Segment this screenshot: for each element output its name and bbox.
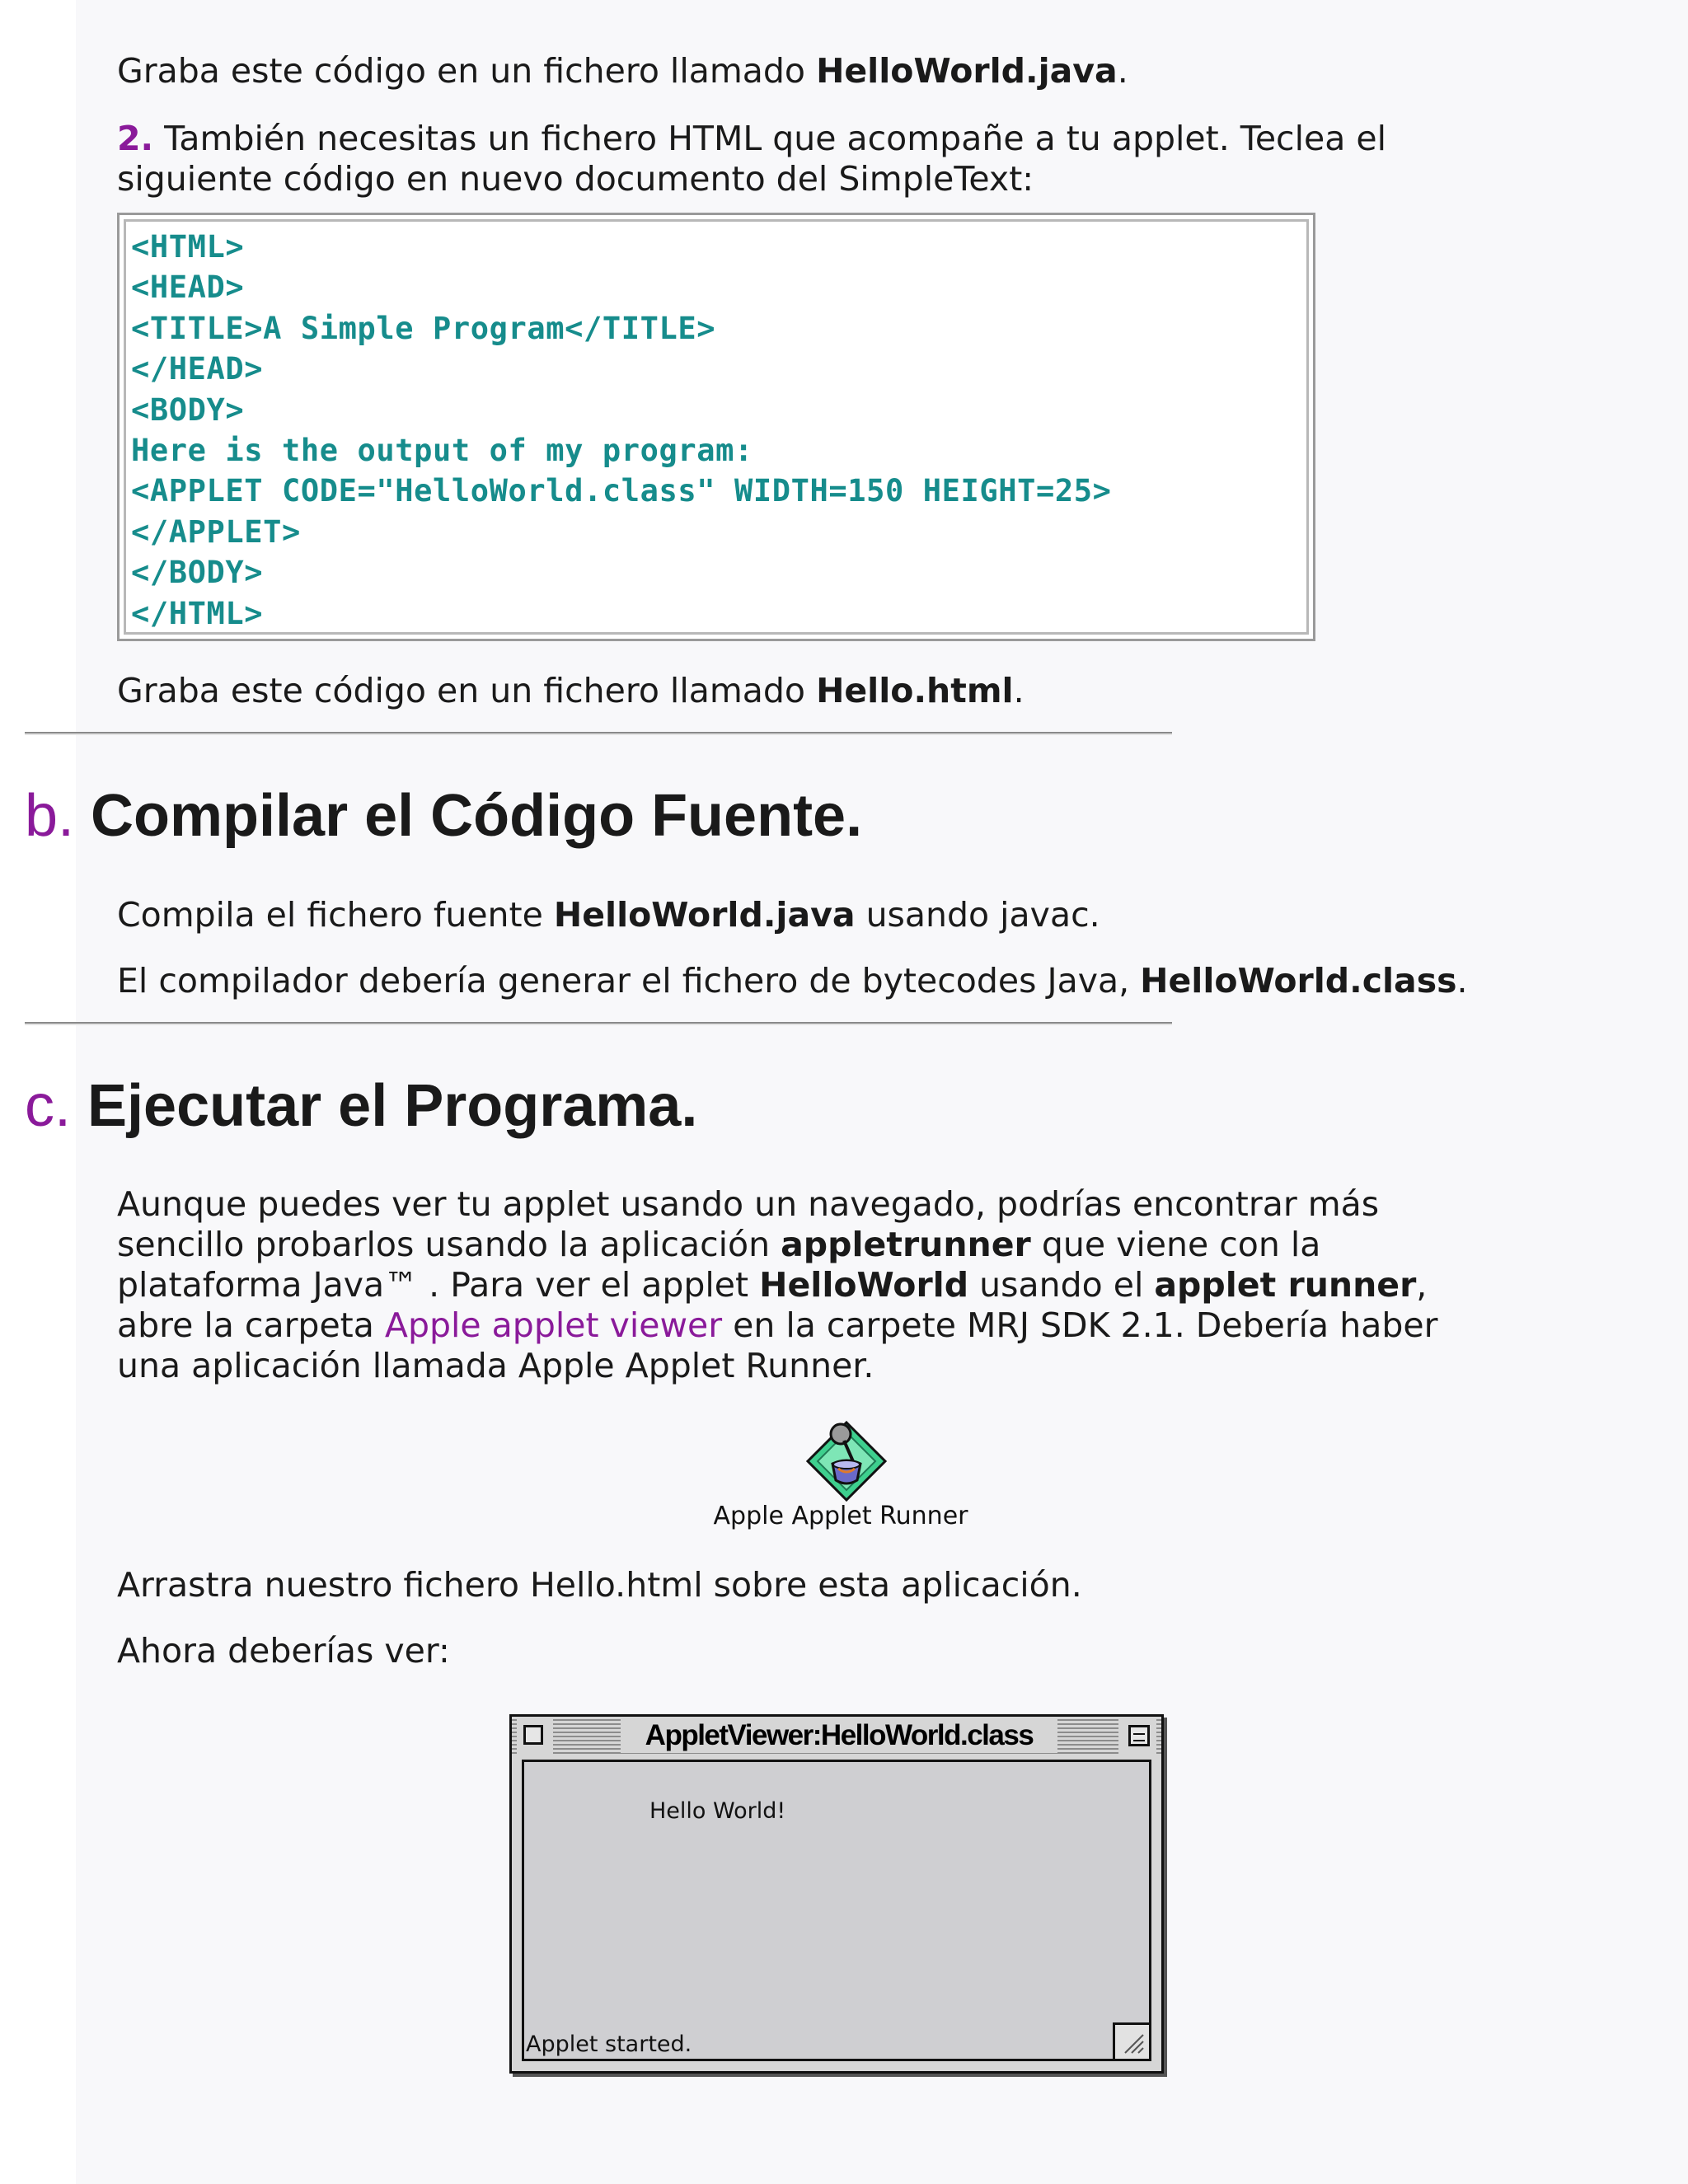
drag-instruction: Arrastra nuestro fichero Hello.html sobre esta aplicación. <box>117 1565 1082 1605</box>
applet-runner-app-icon[interactable] <box>801 1416 892 1507</box>
applet-runner-icon <box>801 1416 892 1507</box>
heading-compile: b. Compilar el Código Fuente. <box>25 783 863 849</box>
step-number: 2. <box>117 119 154 158</box>
applet-status-text: Applet started. <box>526 2032 692 2057</box>
resize-grip-icon[interactable] <box>1113 2022 1149 2059</box>
compile-instruction: Compila el fichero fuente HelloWorld.java usando javac. <box>117 895 1100 935</box>
hello-world-output: Hello World! <box>649 1798 786 1824</box>
window-title: AppletViewer:HelloWorld.class <box>621 1718 1057 1753</box>
run-paragraph-line5: una aplicación llamada Apple Applet Runner. <box>117 1346 874 1385</box>
step-2-line1: 2. También necesitas un fichero HTML que acompañe a tu applet. Teclea el <box>117 119 1386 158</box>
step-2-line2: siguiente código en nuevo documento del SimpleText: <box>117 159 1034 199</box>
applet-content-area <box>522 1760 1151 2061</box>
apple-applet-viewer-link[interactable]: Apple applet viewer <box>384 1305 723 1345</box>
applet-viewer-window[interactable] <box>509 1714 1164 2074</box>
zoom-box-icon[interactable] <box>1128 1725 1150 1746</box>
run-paragraph-line1: Aunque puedes ver tu applet usando un navegado, podrías encontrar más <box>117 1184 1380 1224</box>
html-code-block <box>117 213 1315 641</box>
html-filename: Hello.html <box>816 671 1014 710</box>
java-filename: HelloWorld.java <box>816 51 1118 91</box>
run-paragraph-line2: sencillo probarlos usando la aplicación appletrunner que viene con la <box>117 1225 1321 1264</box>
run-paragraph-line4: abre la carpeta Apple applet viewer en la carpete MRJ SDK 2.1. Debería haber <box>117 1305 1438 1345</box>
code-listing: <HTML> <HEAD> <TITLE>A Simple Program</TITLE> </HEAD> <BODY> Here is the output of my program: <APPLET CODE="HelloWorld.class" WIDTH=150 HEIGHT=25> </APPLET> </BODY> </HTML> <box>131 229 1112 631</box>
applet-runner-icon-label: Apple Applet Runner <box>713 1502 968 1530</box>
compiler-output-note: El compilador debería generar el fichero de bytecodes Java, HelloWorld.class. <box>117 961 1468 1001</box>
divider <box>25 732 1172 735</box>
save-html-instruction: Graba este código en un fichero llamado Hello.html. <box>117 671 1025 710</box>
divider <box>25 1022 1172 1025</box>
close-box-icon[interactable] <box>523 1725 543 1745</box>
expected-result-intro: Ahora deberías ver: <box>117 1631 450 1671</box>
heading-run: c. Ejecutar el Programa. <box>25 1073 698 1139</box>
save-java-instruction: Graba este código en un fichero llamado HelloWorld.java. <box>117 51 1128 91</box>
grip-lines-icon <box>1115 2025 1146 2056</box>
run-paragraph-line3: plataforma Java™ . Para ver el applet HelloWorld usando el applet runner, <box>117 1265 1428 1305</box>
